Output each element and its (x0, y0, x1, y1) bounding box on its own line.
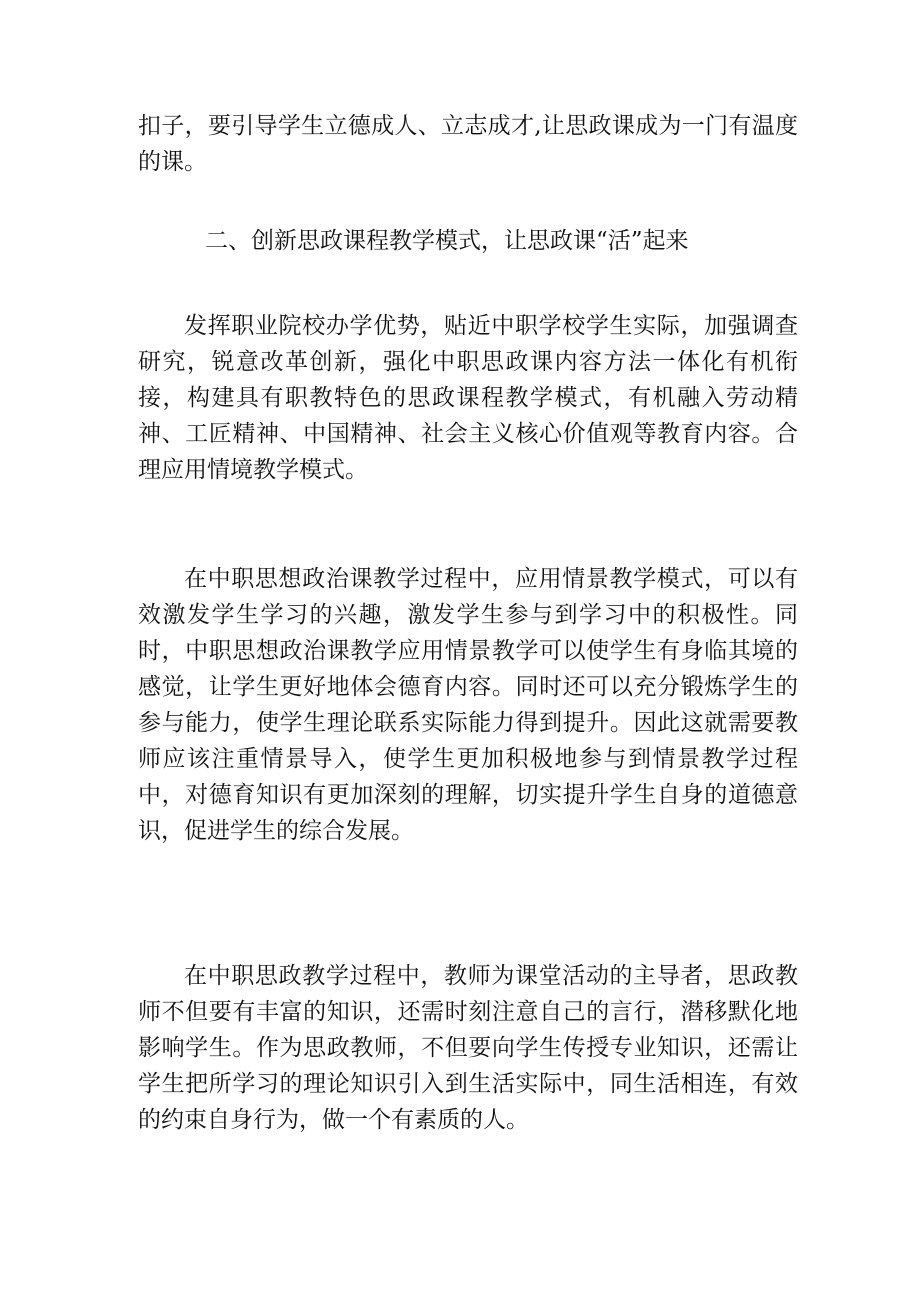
continuation-paragraph: 扣子，要引导学生立德成人、立志成才,让思政课成为一门有温度的课。 (138, 113, 798, 175)
section-heading: 二、创新思政课程教学模式，让思政课“活”起来 (205, 228, 689, 254)
body-paragraph: 在中职思政教学过程中，教师为课堂活动的主导者，思政教师不但要有丰富的知识，还需时刻注意自己的言行，潜移默化地影响学生。作为思政教师，不但要向学生传授专业知识，还需让学生把所学习的理论知识引入到生活实际中，同生活相连，有效的约束自身行为，做一个有素质的人。 (138, 963, 798, 1133)
body-paragraph: 在中职思想政治课教学过程中，应用情景教学模式，可以有效激发学生学习的兴趣，激发学生参与到学习中的积极性。同时，中职思想政治课教学应用情景教学可以使学生有身临其境的感觉，让学生更好地体会德育内容。同时还可以充分锻炼学生的参与能力，使学生理论联系实际能力得到提升。因此这就需要教师应该注重情景导入，使学生更加积极地参与到情景教学过程中，对德育知识有更加深刻的理解，切实提升学生自身的道德意识，促进学生的综合发展。 (138, 566, 798, 844)
body-paragraph: 发挥职业院校办学优势，贴近中职学校学生实际，加强调查研究，锐意改革创新，强化中职思政课内容方法一体化有机衔接，构建具有职教特色的思政课程教学模式，有机融入劳动精神、工匠精神、中国精神、社会主义核心价值观等教育内容。合理应用情境教学模式。 (138, 313, 798, 483)
